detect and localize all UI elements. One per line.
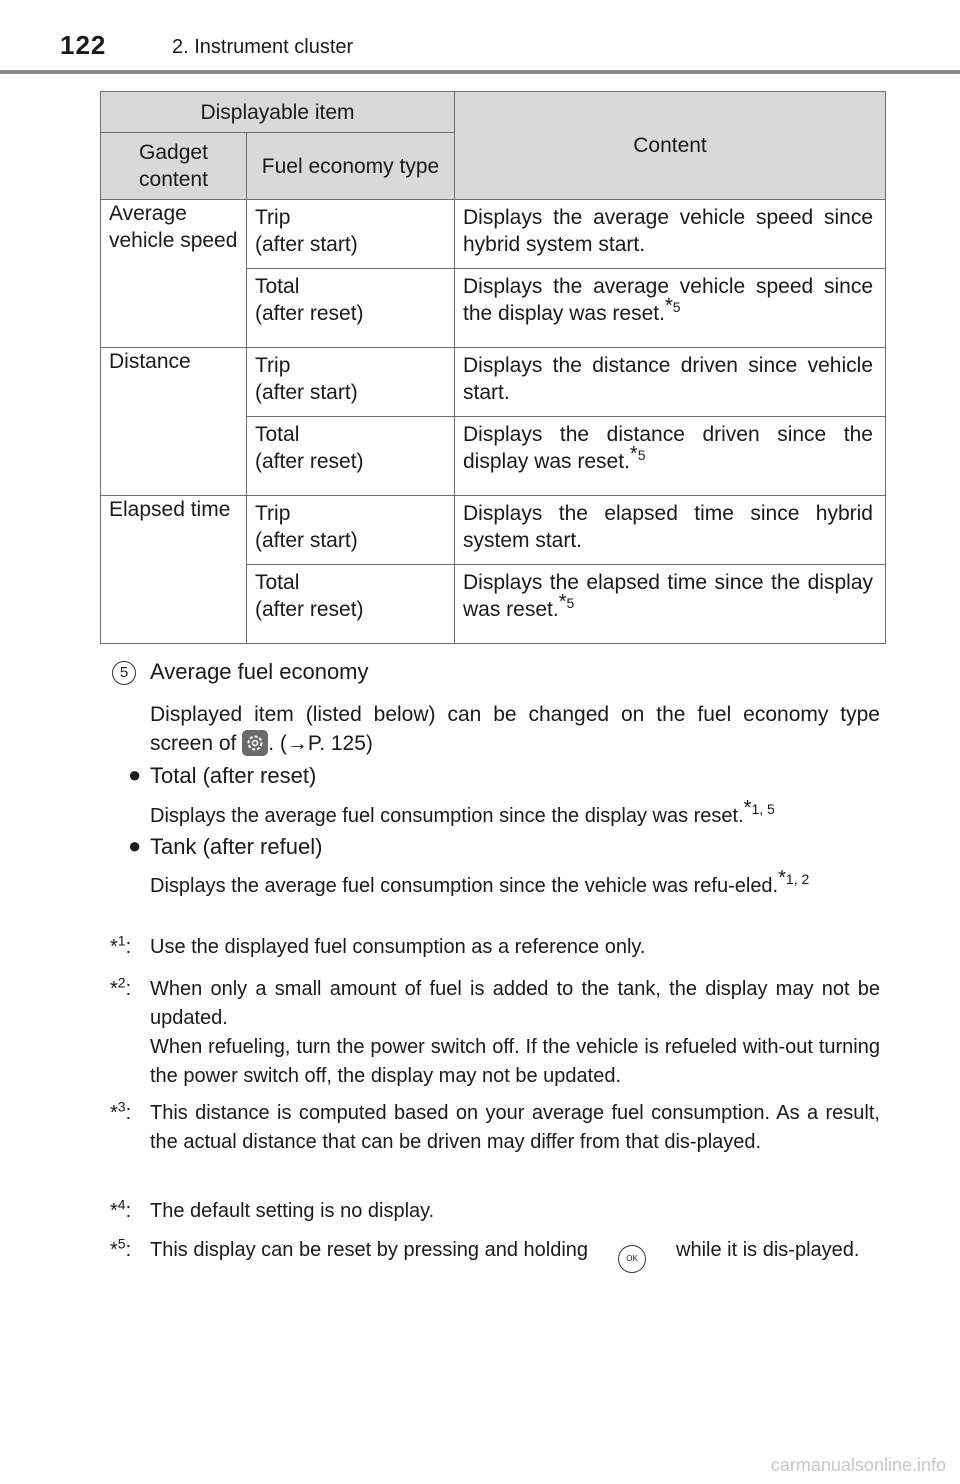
- table-head-fuel-type: Fuel economy type: [247, 133, 455, 200]
- description-cell: Displays the distance driven since vehicle start.: [455, 348, 886, 417]
- fuel-type-cell: Trip (after start): [247, 348, 455, 417]
- page-number: 122: [60, 30, 107, 60]
- section-intro: Displayed item (listed below) can be changed on the fuel economy type screen of . (→P. 125): [150, 703, 880, 755]
- header-divider: [0, 70, 960, 74]
- item-title: Tank (after refuel): [150, 834, 323, 859]
- arrow-icon: →: [286, 732, 308, 755]
- ok-button-icon: OK: [618, 1245, 646, 1273]
- bullet-icon: ●: [128, 833, 142, 858]
- table-head-gadget: Gadget content: [101, 133, 247, 200]
- fuel-type-cell: Trip (after start): [247, 496, 455, 565]
- settings-gear-icon: [242, 730, 268, 756]
- description-cell: Displays the distance driven since the display was reset.$^{*5}$: [455, 417, 886, 496]
- watermark: carmanualsonline.info: [770, 1455, 946, 1475]
- display-items-table: [100, 91, 886, 644]
- description-cell: Displays the average vehicle speed since the display was reset.$^{*5}$: [455, 269, 886, 348]
- footnote: *$^5$: This display can be reset by pressing and holding OK while it is dis-played.: [110, 1236, 880, 1273]
- row-label-elapsed-time: Elapsed time: [101, 496, 247, 644]
- description-cell: Displays the average vehicle speed since hybrid system start.: [455, 200, 886, 269]
- item-text: Displays the average fuel consumption since the vehicle was refu-eled.$^{*1, 2}$: [150, 867, 810, 897]
- fuel-type-cell: Trip (after start): [247, 200, 455, 269]
- table-head-displayable: Displayable item: [101, 92, 455, 133]
- item-title: Total (after reset): [150, 763, 317, 788]
- page-header: [0, 0, 960, 78]
- row-label-average-speed: Average vehicle speed: [101, 200, 247, 348]
- bullet-icon: ●: [128, 762, 142, 787]
- fuel-type-cell: Total (after reset): [247, 269, 455, 348]
- section-number-badge: 5: [112, 661, 136, 685]
- description-cell: Displays the elapsed time since hybrid system start.: [455, 496, 886, 565]
- fuel-type-cell: Total (after reset): [247, 417, 455, 496]
- footnote: *$^4$: The default setting is no display.: [110, 1196, 435, 1222]
- fuel-type-cell: Total (after reset): [247, 565, 455, 644]
- footnote: *$^2$: When only a small amount of fuel is added to the tank, the display may not be updated. When refueling, turn the power switch off. If the vehicle is refueled with-out turning the power switch off, the display may not be updated.: [110, 974, 880, 1087]
- table-head-content: Content: [455, 92, 886, 200]
- footnote: *$^1$: Use the displayed fuel consumption as a reference only.: [110, 932, 646, 958]
- item-text: Displays the average fuel consumption since the display was reset.$^{*1, 5}$: [150, 797, 775, 827]
- description-cell: Displays the elapsed time since the display was reset.$^{*5}$: [455, 565, 886, 644]
- page-reference-link[interactable]: P. 125): [307, 732, 373, 755]
- section-title: 2. Instrument cluster: [172, 36, 354, 58]
- row-label-distance: Distance: [101, 348, 247, 496]
- footnote: *$^3$: This distance is computed based on your average fuel consumption. As a result, the actual distance that can be driven may differ from that dis-played.: [110, 1098, 880, 1153]
- section-heading: Average fuel economy: [150, 659, 369, 684]
